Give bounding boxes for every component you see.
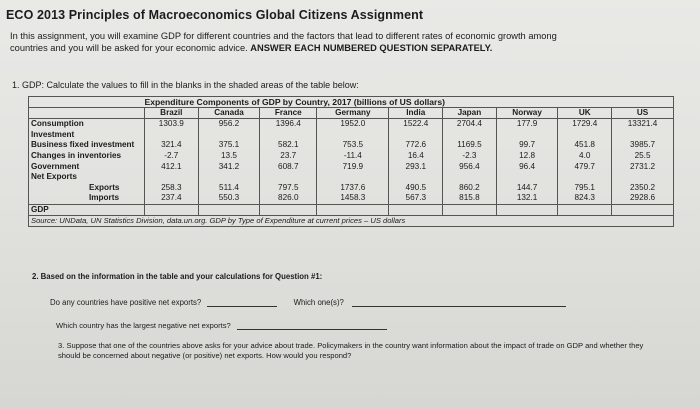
table-row — [29, 183, 674, 194]
table-cell: 4.0 — [558, 151, 612, 162]
table-cell: 753.5 — [317, 140, 389, 151]
intro-line-2-text: countries and you will be asked for your economic advice. — [10, 43, 251, 53]
question-2a-which: Which one(s)? — [293, 298, 344, 307]
table-cell: 795.1 — [558, 183, 612, 194]
intro-line-2 — [10, 42, 670, 54]
column-header-japan: Japan — [443, 108, 497, 119]
table-cell[interactable] — [317, 172, 389, 183]
gdp-table-body — [29, 97, 674, 227]
table-header-row — [29, 108, 674, 119]
table-cell[interactable] — [389, 172, 443, 183]
table-row — [29, 151, 674, 162]
table-cell: 375.1 — [198, 140, 260, 151]
answer-blank-which-countries[interactable] — [352, 299, 566, 307]
table-cell: 1522.4 — [389, 119, 443, 130]
table-cell: 412.1 — [145, 161, 199, 172]
table-cell[interactable] — [612, 129, 674, 140]
question-2a — [50, 298, 566, 307]
intro-paragraph — [10, 30, 670, 54]
table-cell: 1169.5 — [443, 140, 497, 151]
table-cell[interactable] — [443, 129, 497, 140]
table-cell: 826.0 — [260, 193, 317, 204]
answer-blank-positive-exports[interactable] — [207, 299, 277, 307]
table-cell[interactable] — [145, 129, 199, 140]
table-cell[interactable] — [198, 204, 260, 215]
table-cell[interactable] — [443, 204, 497, 215]
table-header-corner — [29, 108, 145, 119]
row-label: GDP — [29, 204, 145, 215]
row-label: Changes in inventories — [29, 151, 145, 162]
table-cell: 12.8 — [496, 151, 558, 162]
table-cell[interactable] — [496, 129, 558, 140]
table-cell: 99.7 — [496, 140, 558, 151]
table-cell: 23.7 — [260, 151, 317, 162]
table-title: Expenditure Components of GDP by Country, 2017 (billions of US dollars) — [145, 97, 674, 108]
answer-blank-largest-negative[interactable] — [237, 322, 387, 330]
table-cell: 237.4 — [145, 193, 199, 204]
table-cell: 13321.4 — [612, 119, 674, 130]
column-header-canada: Canada — [198, 108, 260, 119]
table-cell[interactable] — [145, 204, 199, 215]
table-cell: 956.4 — [443, 161, 497, 172]
table-cell: 1737.6 — [317, 183, 389, 194]
question-2-heading: 2. Based on the information in the table and your calculations for Question #1: — [32, 272, 323, 281]
table-title-row — [29, 97, 674, 108]
table-cell[interactable] — [389, 129, 443, 140]
table-cell: 1303.9 — [145, 119, 199, 130]
table-cell[interactable] — [443, 172, 497, 183]
table-cell[interactable] — [198, 172, 260, 183]
table-cell: 3985.7 — [612, 140, 674, 151]
table-cell[interactable] — [260, 172, 317, 183]
table-cell: 96.4 — [496, 161, 558, 172]
page-title: ECO 2013 Principles of Macroeconomics Global Citizens Assignment — [6, 8, 424, 22]
table-cell: 772.6 — [389, 140, 443, 151]
table-cell: -2.7 — [145, 151, 199, 162]
column-header-germany: Germany — [317, 108, 389, 119]
table-row — [29, 204, 674, 215]
table-cell: 321.4 — [145, 140, 199, 151]
row-label: Government — [29, 161, 145, 172]
table-row — [29, 172, 674, 183]
column-header-us: US — [612, 108, 674, 119]
table-source-note: Source: UNData, UN Statistics Division, data.un.org. GDP by Type of Expenditure at current prices – US dollars — [29, 215, 674, 226]
column-header-india: India — [389, 108, 443, 119]
table-cell: 479.7 — [558, 161, 612, 172]
gdp-table — [28, 96, 674, 227]
table-cell: 824.3 — [558, 193, 612, 204]
row-label: Consumption — [29, 119, 145, 130]
table-row — [29, 119, 674, 130]
table-cell[interactable] — [558, 172, 612, 183]
table-cell[interactable] — [612, 204, 674, 215]
table-cell[interactable] — [496, 172, 558, 183]
table-cell: 567.3 — [389, 193, 443, 204]
table-row — [29, 193, 674, 204]
row-label: Business fixed investment — [29, 140, 145, 151]
question-2a-text: Do any countries have positive net exports? — [50, 298, 202, 307]
table-cell[interactable] — [198, 129, 260, 140]
source-row — [29, 215, 674, 226]
table-cell: 2731.2 — [612, 161, 674, 172]
table-cell: 1458.3 — [317, 193, 389, 204]
table-cell[interactable] — [317, 129, 389, 140]
column-header-brazil: Brazil — [145, 108, 199, 119]
table-cell[interactable] — [389, 204, 443, 215]
table-cell: 2350.2 — [612, 183, 674, 194]
table-cell: 293.1 — [389, 161, 443, 172]
table-cell: 25.5 — [612, 151, 674, 162]
column-header-norway: Norway — [496, 108, 558, 119]
row-label: Investment — [29, 129, 145, 140]
table-cell[interactable] — [260, 129, 317, 140]
row-label: Imports — [29, 193, 145, 204]
column-header-france: France — [260, 108, 317, 119]
row-label: Exports — [29, 183, 145, 194]
table-cell[interactable] — [558, 204, 612, 215]
table-cell: -11.4 — [317, 151, 389, 162]
intro-line-1: In this assignment, you will examine GDP for different countries and the factors that lead to different rates of economic growth among — [10, 31, 557, 41]
table-cell: 550.3 — [198, 193, 260, 204]
table-cell: 860.2 — [443, 183, 497, 194]
table-cell: 341.2 — [198, 161, 260, 172]
table-cell: 16.4 — [389, 151, 443, 162]
table-cell: 258.3 — [145, 183, 199, 194]
table-cell[interactable] — [317, 204, 389, 215]
table-title-spacer — [29, 97, 145, 108]
table-row — [29, 129, 674, 140]
table-cell: 451.8 — [558, 140, 612, 151]
table-cell[interactable] — [558, 129, 612, 140]
table-row — [29, 161, 674, 172]
table-cell: 815.8 — [443, 193, 497, 204]
table-cell: 490.5 — [389, 183, 443, 194]
table-cell: 13.5 — [198, 151, 260, 162]
intro-instruction: ANSWER EACH NUMBERED QUESTION SEPARATELY. — [250, 43, 493, 53]
table-cell: 719.9 — [317, 161, 389, 172]
table-row — [29, 140, 674, 151]
table-cell: 1952.0 — [317, 119, 389, 130]
table-cell: 177.9 — [496, 119, 558, 130]
column-header-uk: UK — [558, 108, 612, 119]
table-cell: 132.1 — [496, 193, 558, 204]
table-cell: 956.2 — [198, 119, 260, 130]
table-cell: 144.7 — [496, 183, 558, 194]
table-cell[interactable] — [496, 204, 558, 215]
table-cell[interactable] — [145, 172, 199, 183]
table-cell: 511.4 — [198, 183, 260, 194]
row-label: Net Exports — [29, 172, 145, 183]
question-3: 3. Suppose that one of the countries above asks for your advice about trade. Policymakers in the country want information about the impact of trade on GDP and whether they should be concerned about negative (or positive) net exports. How would you respond? — [58, 341, 644, 360]
table-cell: 797.5 — [260, 183, 317, 194]
table-cell: 2928.6 — [612, 193, 674, 204]
question-2b-text: Which country has the largest negative net exports? — [56, 321, 231, 330]
table-cell: 1396.4 — [260, 119, 317, 130]
table-cell: 2704.4 — [443, 119, 497, 130]
table-cell[interactable] — [612, 172, 674, 183]
table-cell: -2.3 — [443, 151, 497, 162]
question-2b — [56, 321, 387, 330]
question-1: 1. GDP: Calculate the values to fill in the blanks in the shaded areas of the table below: — [12, 80, 359, 90]
table-cell: 608.7 — [260, 161, 317, 172]
table-cell: 582.1 — [260, 140, 317, 151]
table-cell[interactable] — [260, 204, 317, 215]
table-cell: 1729.4 — [558, 119, 612, 130]
